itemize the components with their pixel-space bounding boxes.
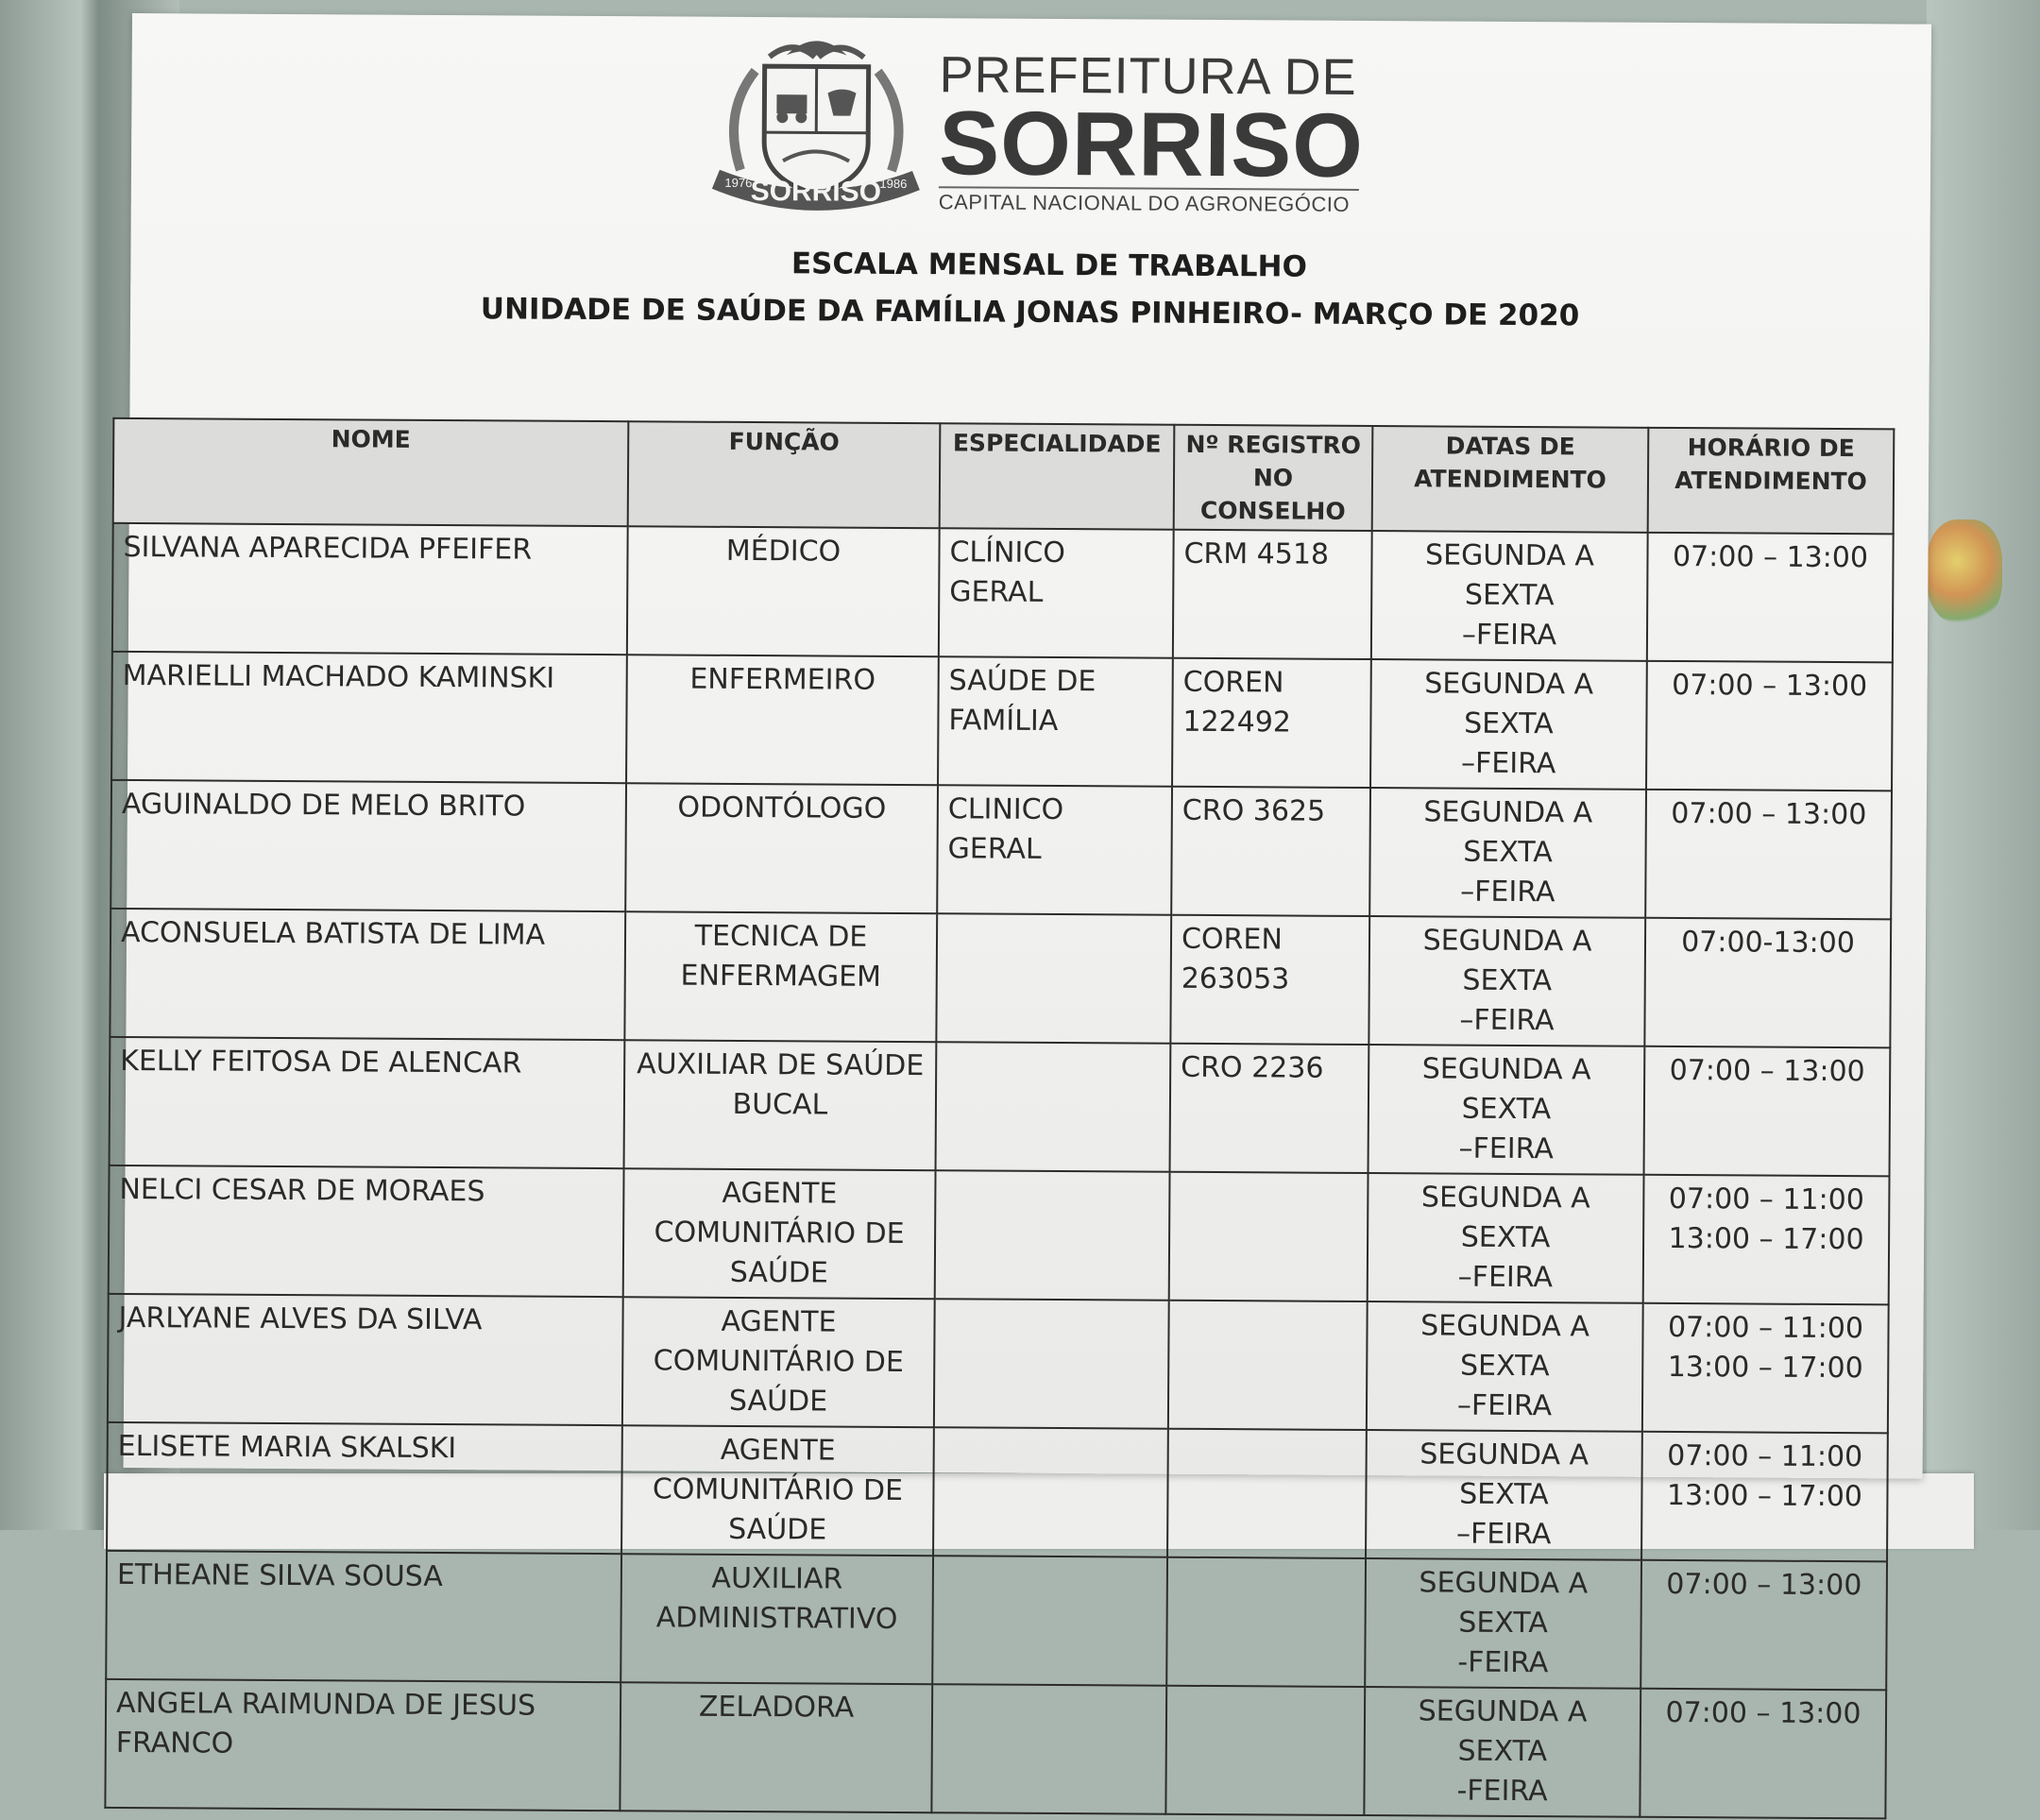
cell-especialidade xyxy=(936,1042,1171,1172)
brand-block xyxy=(939,48,1384,217)
crest-year-right: 1986 xyxy=(879,177,907,191)
cell-especialidade: CLINICO GERAL xyxy=(937,785,1172,915)
table-row xyxy=(110,909,1891,1048)
cell-horario: 07:00 – 13:00 xyxy=(1645,790,1892,920)
cell-horario: 07:00 – 11:00 13:00 – 17:00 xyxy=(1643,1175,1890,1305)
table-row xyxy=(111,652,1893,791)
column-header-funcao: FUNÇÃO xyxy=(628,421,941,528)
table-row xyxy=(107,1422,1888,1562)
table-header-row xyxy=(113,418,1895,535)
document-titles xyxy=(130,236,1930,342)
title-line1: ESCALA MENSAL DE TRABALHO xyxy=(168,236,1930,294)
cell-nome: JARLYANE ALVES DA SILVA xyxy=(108,1294,623,1425)
cell-horario: 07:00 – 13:00 xyxy=(1644,1046,1891,1177)
cell-especialidade xyxy=(933,1427,1168,1557)
cell-nome: AGUINALDO DE MELO BRITO xyxy=(110,780,626,911)
cell-nome: ELISETE MARIA SKALSKI xyxy=(107,1422,622,1554)
cell-funcao: MÉDICO xyxy=(627,526,940,656)
cell-especialidade xyxy=(934,1299,1169,1429)
cell-nome: SILVANA APARECIDA PFEIFER xyxy=(112,523,628,655)
cell-datas: SEGUNDA A SEXTA –FEIRA xyxy=(1371,531,1648,661)
cell-datas: SEGUNDA A SEXTA –FEIRA xyxy=(1368,916,1645,1046)
cell-especialidade xyxy=(936,913,1171,1044)
cell-horario: 07:00 – 11:00 13:00 – 17:00 xyxy=(1641,1432,1888,1562)
column-header-registro: Nº REGISTRO NO CONSELHO xyxy=(1174,425,1373,531)
cell-especialidade: SAÚDE DE FAMÍLIA xyxy=(938,656,1173,787)
cell-especialidade: CLÍNICO GERAL xyxy=(939,528,1174,658)
cell-horario: 07:00 – 13:00 xyxy=(1647,533,1894,663)
cell-nome: ANGELA RAIMUNDA DE JESUS FRANCO xyxy=(105,1679,620,1811)
cell-registro xyxy=(1168,1301,1368,1430)
cell-registro: COREN 122492 xyxy=(1172,658,1371,788)
column-header-datas: DATAS DE ATENDIMENTO xyxy=(1372,426,1649,533)
cell-registro: CRM 4518 xyxy=(1173,530,1372,659)
cell-funcao: AGENTE COMUNITÁRIO DE SAÚDE xyxy=(622,1297,935,1427)
cell-funcao: AGENTE COMUNITÁRIO DE SAÚDE xyxy=(623,1168,936,1299)
cell-nome: NELCI CESAR DE MORAES xyxy=(109,1165,624,1297)
column-header-nome: NOME xyxy=(113,418,629,526)
schedule-table xyxy=(104,417,1895,1819)
cell-registro xyxy=(1166,1557,1366,1687)
cell-nome: KELLY FEITOSA DE ALENCAR xyxy=(110,1037,625,1168)
cell-funcao: TECNICA DE ENFERMAGEM xyxy=(624,911,937,1042)
cell-especialidade xyxy=(935,1170,1170,1301)
cell-nome: MARIELLI MACHADO KAMINSKI xyxy=(111,652,627,783)
cell-funcao: ODONTÓLOGO xyxy=(625,783,938,913)
window-frame-right xyxy=(1927,0,2040,1530)
cell-registro: CRO 3625 xyxy=(1171,787,1370,916)
cell-datas: SEGUNDA A SEXTA –FEIRA xyxy=(1368,1045,1645,1175)
title-line2: UNIDADE DE SAÚDE DA FAMÍLIA JONAS PINHEIRO- MARÇO DE 2020 xyxy=(130,283,1930,342)
cell-nome: ACONSUELA BATISTA DE LIMA xyxy=(110,909,625,1040)
colorful-sticker xyxy=(1927,519,2002,623)
table-row xyxy=(106,1551,1887,1691)
cell-datas: SEGUNDA A SEXTA –FEIRA xyxy=(1368,1173,1644,1303)
cell-datas: SEGUNDA A SEXTA –FEIRA xyxy=(1367,1301,1643,1432)
cell-horario: 07:00 – 11:00 13:00 – 17:00 xyxy=(1642,1303,1889,1434)
table-row xyxy=(109,1165,1890,1305)
cell-nome: ETHEANE SILVA SOUSA xyxy=(106,1551,621,1682)
table-row xyxy=(112,523,1894,663)
cell-datas: SEGUNDA A SEXTA –FEIRA xyxy=(1366,1430,1642,1560)
letterhead xyxy=(703,28,1384,221)
cell-especialidade xyxy=(932,1556,1167,1686)
cell-datas: SEGUNDA A SEXTA -FEIRA xyxy=(1364,1687,1640,1817)
coat-of-arms-logo xyxy=(703,28,930,218)
cell-funcao: ZELADORA xyxy=(620,1682,932,1812)
brand-line1: PREFEITURA DE xyxy=(939,48,1383,104)
cell-horario: 07:00-13:00 xyxy=(1644,918,1891,1048)
table-row xyxy=(110,1037,1891,1177)
cell-funcao: AGENTE COMUNITÁRIO DE SAÚDE xyxy=(621,1425,934,1556)
cell-datas: SEGUNDA A SEXTA –FEIRA xyxy=(1370,659,1647,790)
cell-registro xyxy=(1169,1172,1368,1301)
cell-horario: 07:00 – 13:00 xyxy=(1640,1689,1886,1819)
cell-datas: SEGUNDA A SEXTA –FEIRA xyxy=(1369,788,1646,918)
cell-horario: 07:00 – 13:00 xyxy=(1646,661,1893,791)
crest-year-left: 1976 xyxy=(724,176,752,190)
cell-especialidade xyxy=(931,1684,1166,1814)
column-header-horario: HORÁRIO DE ATENDIMENTO xyxy=(1648,428,1895,535)
posted-document xyxy=(124,13,1931,1479)
cell-registro: COREN 263053 xyxy=(1170,915,1369,1045)
brand-tagline: CAPITAL NACIONAL DO AGRONEGÓCIO xyxy=(939,186,1359,217)
cell-registro xyxy=(1167,1429,1367,1558)
cell-funcao: AUXILIAR ADMINISTRATIVO xyxy=(620,1554,933,1684)
cell-funcao: AUXILIAR DE SAÚDE BUCAL xyxy=(624,1040,937,1170)
cell-funcao: ENFERMEIRO xyxy=(626,655,939,785)
crest-ribbon-text: SORRISO xyxy=(751,176,882,208)
cell-datas: SEGUNDA A SEXTA -FEIRA xyxy=(1365,1558,1641,1689)
table-row xyxy=(105,1679,1886,1819)
cell-horario: 07:00 – 13:00 xyxy=(1640,1560,1887,1691)
brand-line2: SORRISO xyxy=(939,101,1384,189)
column-header-especialidade: ESPECIALIDADE xyxy=(940,423,1175,530)
cell-registro xyxy=(1165,1686,1365,1815)
table-row xyxy=(108,1294,1889,1434)
cell-registro: CRO 2236 xyxy=(1170,1044,1369,1173)
table-row xyxy=(110,780,1892,920)
